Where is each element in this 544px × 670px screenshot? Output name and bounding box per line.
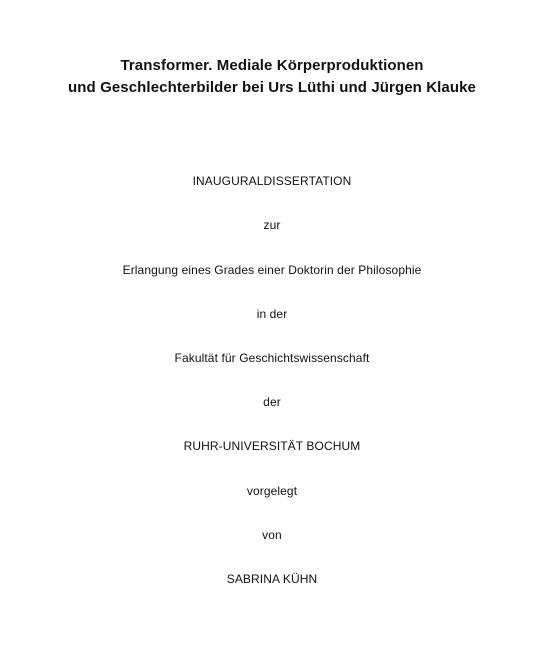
university-name: RUHR-UNIVERSITÄT BOCHUM	[183, 439, 361, 453]
title-line-2: und Geschlechterbilder bei Urs Lüthi und Jürgen Klauke	[68, 79, 476, 96]
preposition-von: von	[262, 528, 282, 542]
preposition-zur: zur	[263, 218, 281, 232]
dissertation-title	[0, 55, 544, 99]
title-line-1: Transformer. Mediale Körperproduktionen	[120, 57, 424, 74]
document-type: INAUGURALDISSERTATION	[192, 174, 352, 188]
author-name: SABRINA KÜHN	[226, 572, 318, 586]
preposition-in-der: in der	[256, 307, 288, 321]
degree-purpose: Erlangung eines Grades einer Doktorin der Philosophie	[122, 263, 422, 277]
faculty-name: Fakultät für Geschichtswissenschaft	[174, 351, 370, 365]
submitted-label: vorgelegt	[246, 484, 298, 498]
article-der: der	[263, 395, 281, 409]
